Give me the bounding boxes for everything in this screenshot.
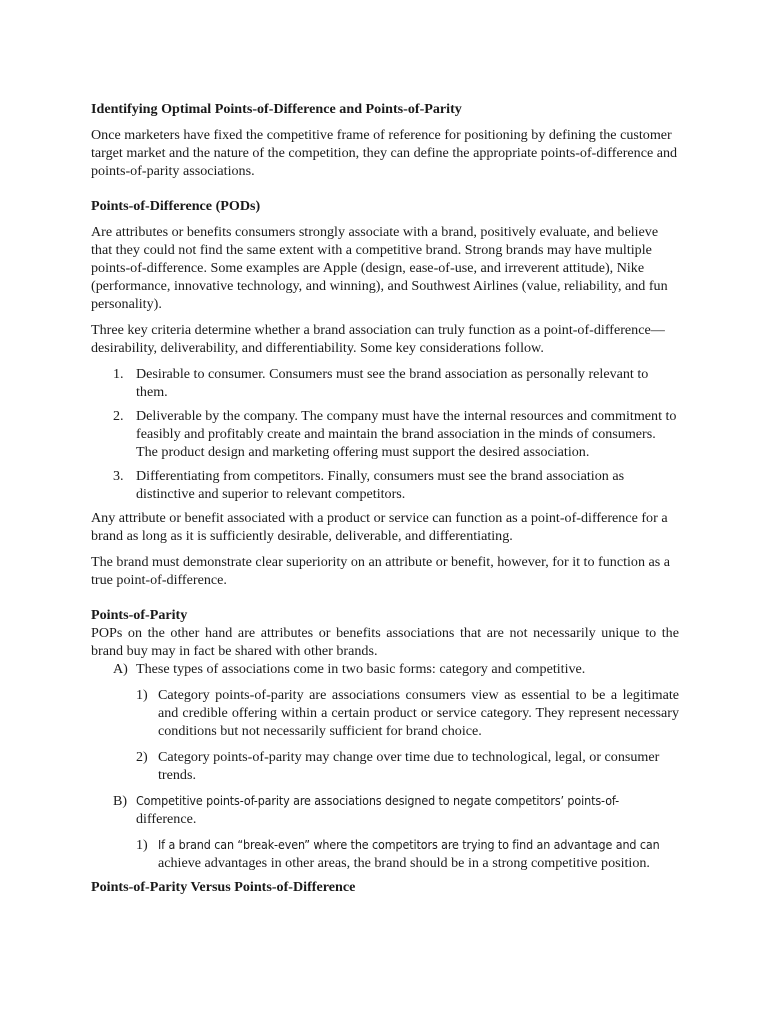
list-text: If a brand can “break-even” where the competitors are trying to find an advantage and can	[158, 837, 660, 852]
list-text: Deliverable by the company. The company must have the internal resources and commitment to feasibly and profitably create and maintain the brand association in the minds of consumers. The product design and marketing offering must support the desired association.	[136, 408, 677, 460]
list-label: B)	[113, 793, 128, 809]
list-item	[91, 407, 679, 461]
list-number: 1)	[136, 687, 148, 703]
list-text: Competitive points-of-parity are associations designed to negate competitors’ points-of-	[136, 793, 619, 808]
pods-superiority-paragraph: The brand must demonstrate clear superiority on an attribute or benefit, however, for it to function as a true point-of-difference.	[91, 554, 671, 588]
list-item	[91, 836, 679, 872]
main-heading: Identifying Optimal Points-of-Difference and Points-of-Parity	[91, 101, 462, 117]
list-text-group	[136, 792, 679, 828]
list-number: 3.	[113, 468, 124, 484]
list-text: These types of associations come in two basic forms: category and competitive.	[136, 661, 586, 677]
list-item	[91, 467, 679, 503]
pods-heading: Points-of-Difference (PODs)	[91, 198, 261, 214]
list-number: 1.	[113, 366, 124, 382]
list-item	[91, 365, 679, 401]
list-number: 2.	[113, 408, 124, 424]
intro-paragraph: Once marketers have fixed the competitive frame of reference for positioning by defining the customer target market and the nature of the competition, they can define the appropriate points-of-difference and points-of-parity associations.	[91, 127, 678, 179]
pods-criteria-intro: Three key criteria determine whether a brand association can truly function as a point-of-difference—desirability, deliverability, and differentiability. Some key considerations follow.	[91, 322, 665, 356]
forms-item-b	[91, 792, 679, 828]
list-text: Differentiating from competitors. Finally, consumers must see the brand association as distinctive and superior to relevant competitors.	[136, 468, 625, 502]
list-text: Category points-of-parity may change over time due to technological, legal, or consumer trends.	[158, 749, 660, 783]
list-label: A)	[113, 661, 128, 677]
list-text-group	[158, 836, 679, 872]
pops-heading: Points-of-Parity	[91, 607, 188, 623]
pods-definition-paragraph: Are attributes or benefits consumers strongly associate with a brand, positively evaluate, and believe that they could not find the same extent with a competitive brand. Strong brands may have multiple points-of-difference. Some examples are Apple (design, ease-of-use, and irreverent attitude), Nike (performance, innovative technology, and winning), and Southwest Airlines (value, reliability, and fun personality).	[91, 224, 668, 312]
list-item	[91, 748, 679, 784]
pods-summary-paragraph: Any attribute or benefit associated with a product or service can function as a point-of-difference for a brand as long as it is sufficiently desirable, deliverable, and differentiating.	[91, 510, 668, 544]
list-text-continued: achieve advantages in other areas, the brand should be in a strong competitive position.	[158, 855, 650, 871]
forms-item-a	[91, 660, 679, 678]
list-number: 1)	[136, 837, 148, 853]
list-text: Category points-of-parity are associations consumers view as essential to be a legitimate and credible offering within a certain product or service category. They represent necessary conditions but not necessarily sufficient for brand choice.	[158, 687, 679, 739]
pops-definition-paragraph: POPs on the other hand are attributes or benefits associations that are not necessarily unique to the brand buy may in fact be shared with other brands.	[91, 625, 679, 659]
list-item	[91, 686, 679, 740]
criteria-list	[91, 365, 679, 503]
list-number: 2)	[136, 749, 148, 765]
document-content	[91, 100, 679, 896]
list-text-continued: difference.	[136, 811, 197, 827]
pop-vs-pod-heading: Points-of-Parity Versus Points-of-Difference	[91, 879, 356, 895]
list-text: Desirable to consumer. Consumers must see the brand association as personally relevant to them.	[136, 366, 649, 400]
